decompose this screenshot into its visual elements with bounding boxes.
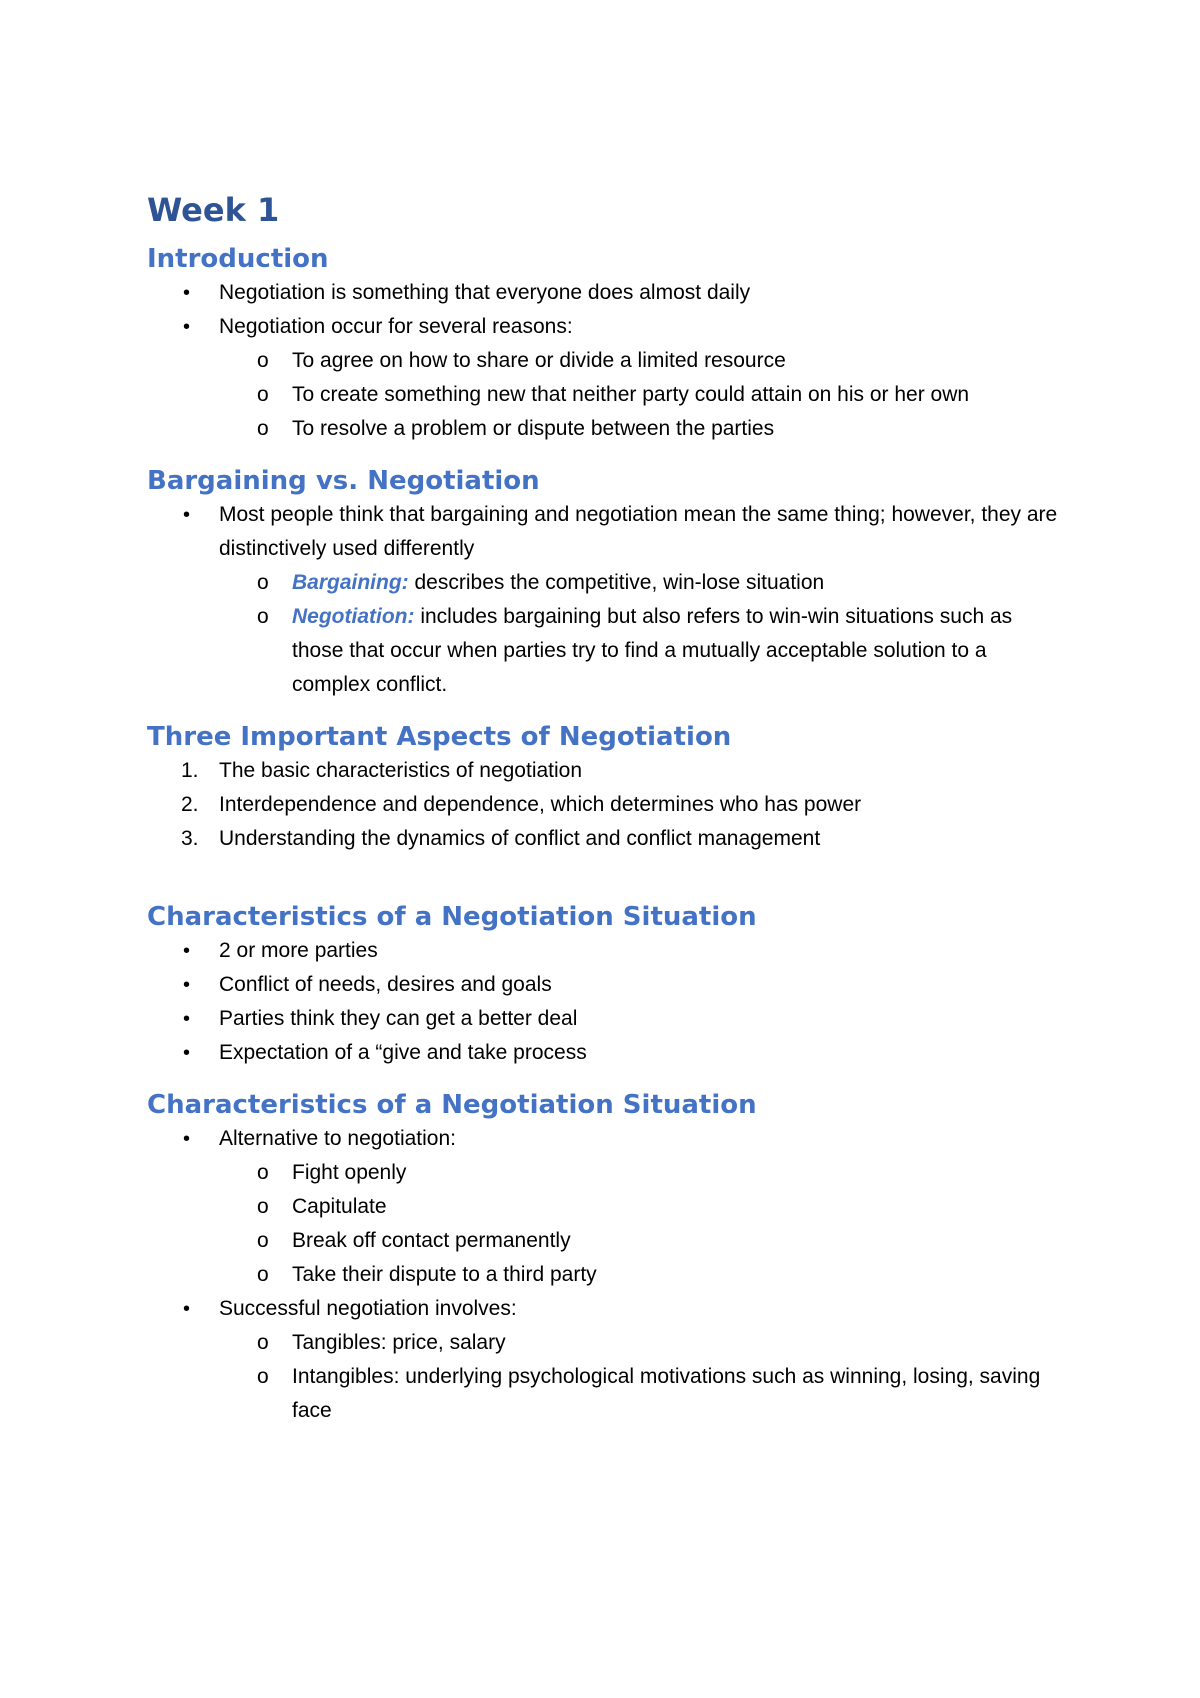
section-heading-characteristics: Characteristics of a Negotiation Situation bbox=[147, 1090, 757, 1120]
sub-list-item bbox=[147, 378, 1067, 412]
sub-list-item bbox=[147, 1360, 1067, 1428]
list-item bbox=[147, 276, 1067, 310]
sub-list-item bbox=[147, 600, 1067, 702]
bullet-marker: • bbox=[183, 1128, 191, 1150]
section-heading-characteristics: Characteristics of a Negotiation Situation bbox=[147, 902, 757, 932]
list-item bbox=[147, 498, 1067, 566]
numbered-item bbox=[147, 754, 1067, 788]
list-item-text: Successful negotiation involves: bbox=[219, 1297, 517, 1320]
list-item-text: Intangibles: underlying psychological motivations such as winning, losing, saving face bbox=[292, 1365, 1041, 1422]
page-title: Week 1 bbox=[147, 191, 280, 229]
negotiation-term: Negotiation: bbox=[292, 605, 415, 628]
list-item-text: Fight openly bbox=[292, 1161, 407, 1184]
numbered-item bbox=[147, 822, 1067, 856]
circle-marker: o bbox=[257, 1161, 269, 1184]
sub-list-item bbox=[147, 1326, 1067, 1360]
list-item bbox=[147, 1036, 1067, 1070]
list-item-text: Capitulate bbox=[292, 1195, 387, 1218]
list-item-text: To resolve a problem or dispute between the parties bbox=[292, 417, 775, 440]
bullet-list bbox=[147, 276, 1067, 446]
circle-marker: o bbox=[257, 571, 269, 594]
list-item bbox=[147, 1292, 1067, 1326]
circle-marker: o bbox=[257, 417, 269, 440]
list-item-text: Interdependence and dependence, which determines who has power bbox=[219, 793, 862, 816]
list-item-text: Expectation of a “give and take process bbox=[219, 1041, 587, 1064]
bullet-marker: • bbox=[183, 1298, 191, 1320]
bargaining-term: Bargaining: bbox=[292, 571, 409, 594]
list-item bbox=[147, 934, 1067, 968]
list-item-text: Conflict of needs, desires and goals bbox=[219, 973, 552, 996]
circle-marker: o bbox=[257, 383, 269, 406]
sub-list-item bbox=[147, 412, 1067, 446]
section-characteristics-2 bbox=[147, 1088, 1067, 1428]
circle-marker: o bbox=[257, 1263, 269, 1286]
number-marker: 3. bbox=[181, 827, 199, 850]
list-item-text: Negotiation is something that everyone does almost daily bbox=[219, 281, 751, 304]
bullet-marker: • bbox=[183, 1008, 191, 1030]
list-item bbox=[147, 1122, 1067, 1156]
list-item-text: To agree on how to share or divide a limited resource bbox=[292, 349, 786, 372]
numbered-item bbox=[147, 788, 1067, 822]
list-item-text: 2 or more parties bbox=[219, 939, 378, 962]
circle-marker: o bbox=[257, 605, 269, 628]
bullet-marker: • bbox=[183, 282, 191, 304]
sub-list-item bbox=[147, 1190, 1067, 1224]
number-marker: 1. bbox=[181, 759, 199, 782]
list-item-text: Alternative to negotiation: bbox=[219, 1127, 456, 1150]
bullet-marker: • bbox=[183, 504, 191, 526]
sub-list-item bbox=[147, 1224, 1067, 1258]
sub-list-item bbox=[147, 1258, 1067, 1292]
list-item bbox=[147, 310, 1067, 344]
section-heading-introduction: Introduction bbox=[147, 244, 329, 274]
sub-list-item bbox=[147, 344, 1067, 378]
bullet-list bbox=[147, 498, 1067, 702]
bullet-marker: • bbox=[183, 940, 191, 962]
circle-marker: o bbox=[257, 349, 269, 372]
section-bargaining bbox=[147, 464, 1067, 702]
list-item bbox=[147, 1002, 1067, 1036]
list-item-text: Negotiation occur for several reasons: bbox=[219, 315, 573, 338]
list-item-text: Most people think that bargaining and negotiation mean the same thing; however, they are distinctively used differently bbox=[219, 503, 1058, 560]
section-characteristics-1 bbox=[147, 900, 1067, 1070]
bargaining-definition: describes the competitive, win-lose situation bbox=[408, 571, 825, 594]
circle-marker: o bbox=[257, 1195, 269, 1218]
bullet-list bbox=[147, 934, 1067, 1070]
circle-marker: o bbox=[257, 1331, 269, 1354]
section-heading-bargaining: Bargaining vs. Negotiation bbox=[147, 466, 540, 496]
bullet-marker: • bbox=[183, 316, 191, 338]
list-item-text: Tangibles: price, salary bbox=[292, 1331, 506, 1354]
list-item-text: Understanding the dynamics of conflict and conflict management bbox=[219, 827, 821, 850]
circle-marker: o bbox=[257, 1365, 269, 1388]
bullet-marker: • bbox=[183, 974, 191, 996]
document-page bbox=[147, 190, 1067, 1446]
circle-marker: o bbox=[257, 1229, 269, 1252]
section-introduction bbox=[147, 242, 1067, 446]
bullet-list bbox=[147, 1122, 1067, 1428]
list-item-text: Break off contact permanently bbox=[292, 1229, 571, 1252]
list-item-text: The basic characteristics of negotiation bbox=[219, 759, 583, 782]
list-item-text: To create something new that neither party could attain on his or her own bbox=[292, 383, 970, 406]
numbered-list bbox=[147, 754, 1067, 856]
negotiation-definition: includes bargaining but also refers to win-win situations such as those that occur when parties try to find a mutually acceptable solution to a complex conflict. bbox=[292, 605, 1013, 696]
list-item-text: Parties think they can get a better deal bbox=[219, 1007, 578, 1030]
section-heading-aspects: Three Important Aspects of Negotiation bbox=[147, 722, 732, 752]
list-item-text: Take their dispute to a third party bbox=[292, 1263, 597, 1286]
sub-list-item bbox=[147, 566, 1067, 600]
sub-list-item bbox=[147, 1156, 1067, 1190]
list-item bbox=[147, 968, 1067, 1002]
number-marker: 2. bbox=[181, 793, 199, 816]
bullet-marker: • bbox=[183, 1042, 191, 1064]
section-aspects bbox=[147, 720, 1067, 856]
